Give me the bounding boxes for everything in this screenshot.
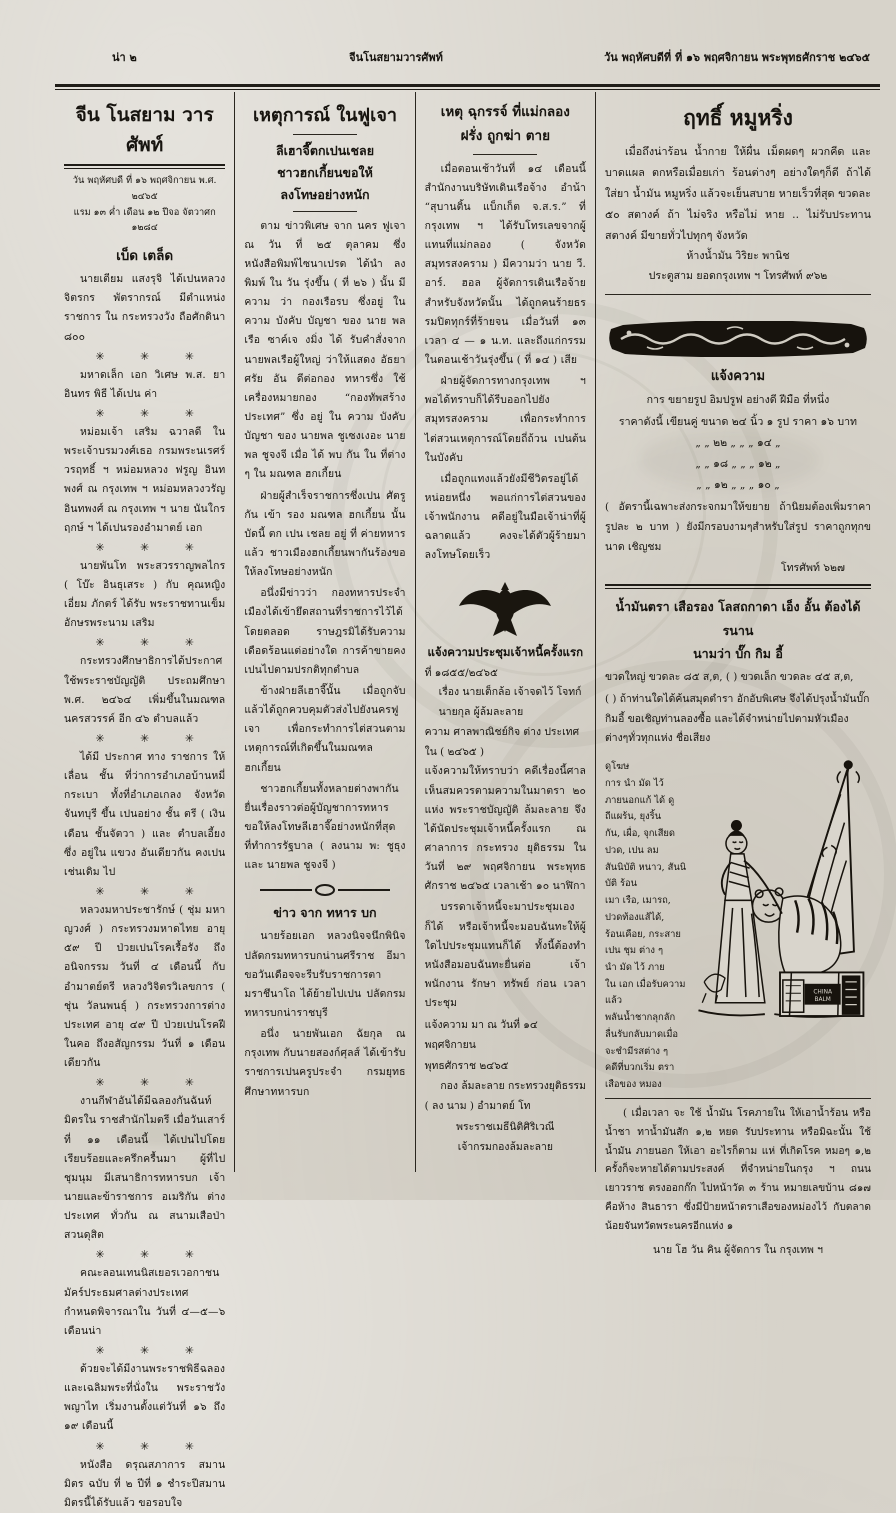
news-item: หลวงมหาประชารักษ์ ( ชุ่ม มหาญวงศ์ ) กระทรวงมหาดไทย อายุ ๕๙ ปี ป่วยเปนโรคเรื้อรัง ถึงอนิจกรรม วันที่ ๔ เดือนนี้ กับอำมาตย์ตรี หลวงวิจิตรวิเลขการ ( ชุ่น วัลนพนธุ์ ) กระทรวงการต่างประเทศ อายุ ๔๙ ปี ป่วยเปนโรคฝีในคอ ถึงอสัญกรรม วันที่ ๑ เดือนเดียวกัน	[64, 903, 226, 1070]
headline-fuzhou: เหตุการณ์ ในฟูเจา	[252, 105, 397, 126]
notice-ref: ที่ ๑๘๕๕/๒๔๖๕	[424, 666, 498, 679]
price-row: „ „ ๑๘ „ „ „ ๑๒ „	[695, 458, 781, 471]
masthead-rule	[64, 164, 225, 169]
side-line: ภายนอกแก้ ได้ ดู	[604, 794, 675, 806]
issue-date-line1: วัน พฤหัศบดี ที่ ๑๖ พฤศจิกายน พ.ศ. ๒๔๖๕	[72, 175, 217, 202]
side-line: จะชำมีรสต่าง ๆ	[604, 1045, 669, 1057]
article-paragraph: ข้างฝ่ายลีเฮาจี๊นั้น เมื่อถูกจับแล้วได้ถูกควบคุมตัวส่งไปยังนครฟูเจา เพื่อกระทำการไต่สวนตามเหตุการณ์ที่เกิดขึ้นในมณฑลฮกเกี้ยน	[244, 685, 406, 774]
notice-signature: ( ลง นาม ) อำมาตย์ โท	[424, 1100, 531, 1113]
headline-maeklong	[425, 100, 586, 149]
subhead-line: ลงโทษอย่างหนัก	[280, 186, 370, 202]
headline-underline	[293, 134, 357, 135]
columns	[55, 92, 880, 1509]
masthead: จีน โนสยาม วารศัพท์	[75, 104, 214, 156]
separator-stars: ✳ ✳ ✳	[95, 884, 210, 898]
side-line: พลันน้ำชากลุกลัก	[604, 1012, 676, 1024]
side-line: เมา เรือ, เมารถ,	[604, 895, 671, 907]
separator-stars: ✳ ✳ ✳	[95, 636, 210, 650]
side-line: เปน ชุม ต่าง ๆ	[604, 945, 663, 957]
ad-side-text	[605, 753, 689, 1094]
side-line: กัน, เผื่อ, จุกเสียด	[604, 828, 675, 840]
side-line: ใน เอก เมื่อรับความแล้ว	[604, 978, 686, 1007]
article-paragraph: อนึ่งมีข่าวว่า กองทหารประจำเมืองได้เข้ายึดสถานที่ราชการไว้ได้โดยตลอด ราษฎรมิได้รับความเดือดร้อนแต่อย่างใด การค้าขายคงเปนไปตามปรกติทุกตำบล	[244, 587, 406, 676]
news-item: ด้วยจะได้มีงานพระราชพิธีฉลองและเฉลิมพระที่นั่งใน พระราชวังพญาไท เริ่มงานตั้งแต่วันที่ ๑๖ ถึง ๑๙ เดือนนี้	[64, 1362, 226, 1433]
separator-stars: ✳ ✳ ✳	[95, 1439, 210, 1453]
divider-rule	[605, 584, 871, 589]
ad-tiger-oil-title	[605, 595, 871, 666]
article-paragraph: นายร้อยเอก หลวงนิจจนึกพินิจ ปลัดกรมทหารบกน่านศรีราช อีมา ขอวันเดือจจะรีบรับราชการตามราชึนาโถ ได้ย้ายไปเปน ปลัดกรมทหารบกน่าราชบุรี	[244, 930, 406, 1019]
side-line: คดีที่บวกเริ่ม ตรา	[604, 1062, 675, 1074]
article-paragraph: อนึ่ง นายพันเอก ฉัยกุล ณ กรุงเทพ กับนายสองก์ศุลส์ ได้เข้ารับราชการเปนครูประจำ กรมยุทธศึกษาทหารบก	[244, 1028, 406, 1098]
divider-rule	[605, 294, 871, 295]
news-item: กระทรวงศึกษาธิการได้ประกาศใช้พระราชบัญญัติ ประถมศึกษา พ.ศ. ๒๔๖๔ เพิ่มขึ้นในมณฑล นครสวรรค์ อีก ๔๖ ตำบลแล้ว	[64, 655, 226, 725]
headline-line2: ฝรั่ง ถูกฆ่า ตาย	[460, 128, 550, 145]
side-line: ร้อนเคือย, กระสาย	[604, 928, 681, 940]
notice-dept: กอง ล้มละลาย กระทรวงยุติธรรม	[440, 1080, 586, 1093]
separator-stars: ✳ ✳ ✳	[95, 1248, 210, 1262]
column-1	[55, 92, 235, 1509]
page-number: น่า ๒	[112, 51, 137, 64]
separator-stars: ✳ ✳ ✳	[95, 407, 210, 421]
article-paragraph: เมื่อถูกแทงแล้วยังมีชีวิตรอยู่ได้หน่อยหนึ่ง พอแก่การไต่สวนของเจ้าพนักงาน คดีอยู่ในมือเจ้าน่าที่ผู้ฉลาดแล้ว คงจะได้ตัวผู้ร้ายมาลงโทษโดยเร็ว	[424, 472, 586, 562]
announcement-phone: โทรศัพท์ ๖๒๗	[780, 561, 845, 574]
notice-body: แจ้งความให้ทราบว่า คดีเรื่องนี้ศาลเห็นสมควรตามความในมาตรา ๒๐ แห่ง พระราชบัญญัติ ล้มละลาย จึงได้นัดประชุมเจ้าหนี้ครั้งแรก ณ ศาลาการ กระทรวง ยุติธรรม ใน วันที่ ๒๙ พฤศจิกายน พระพุทธศักราช ๒๔๖๕ เวลาเช้า ๑๐ นาฬิกา	[424, 765, 586, 893]
ad-tiger-oil-title-line1: น้ำมันตรา เสือรอง โลสถกาดา เอ็ง อั้น ต้องได้รนาน	[615, 598, 861, 638]
news-item: มหาดเล็ก เอก วิเศษ พ.ส. ยา อินทร พิธี ได้เปน ค่า	[64, 368, 226, 400]
news-item: หนังสือ ดรุณสภาการ สมานมิตร ฉบับ ที่ ๒ ปีที่ ๑ ชำระปีสมานมิตรนี้ได้รับแล้ว ขอรอบใจ	[64, 1458, 226, 1509]
ad-illustration-block	[605, 753, 871, 1094]
tiger-balm-illustration	[689, 753, 871, 1025]
side-line: ปวด, เปน ลม	[604, 844, 659, 856]
separator-stars: ✳ ✳ ✳	[95, 540, 210, 554]
notice-body: บรรดาเจ้าหนี้จะมาประชุมเองก็ได้ หรือเจ้าหนี้จะมอบฉันทะให้ผู้ใดไปประชุมแทนก็ได้ ทั้งนี้ต้องทำหนังสือมอบฉันทะยื่นต่อ เจ้าพนักงาน รักษา ทรัพย์ ก่อน เวลา ประชุม	[424, 901, 586, 1010]
side-line: ปวดท้องแส้ได้,	[604, 911, 665, 923]
ad-tiger-oil-body: ( ) ถ้าท่านใดได้ค้นสมุดตำรา อักอับพิเศษ จึงได้ปรุงน้ำมันบั๊กกิมอี้ ขอเชิญท่านลองซื้อ และได้จำหน่ายไปตามหัวเมืองต่างๆทั่วทุกแห่ง ชื่อเสียง	[604, 692, 870, 745]
divider-rule	[605, 1098, 871, 1099]
ad-tiger-oil-footer: ( เมื่อเวลา จะ ใช้ น้ำมัน โรคภายใน ให้เอาน้ำร้อน หรือน้ำชา ทาน้ำมันสัก ๑,๒ หยด รับประทาน หรือมิฉะนั้น ใช้ น้ำมัน ภายนอก ให้เอา อะไรก็ตาม แห่ ที่เกิดโรค หมอๆ ๑,๒ ครั้งก็จะหายได้ตามประสงค์ ที่จำหน่ายในกรุง ฯ ถนนเยาวราช ตรงออกก๊ก ไปหน้าวัด ๓ ร้าน หมายเลขบ้าน ๘๑๗ คือห้าง สินธารา ซึ่งมีป้ายหน้าตราเสือของหม่องไว้ กับตลาดน้อยจันทวัดพระนครอีกแห่ง ๑	[604, 1107, 871, 1233]
side-line: ดูโฆษ	[604, 761, 630, 773]
subhead-line: ชาวฮกเกี้ยนขอให้	[277, 164, 373, 180]
price-row: „ „ ๑๒ „ „ „ ๑๐ „	[696, 479, 780, 492]
subsection-army-news: ข่าว จาก ทหาร บก	[273, 905, 377, 921]
issue-date-line2: แรม ๑๓ ค่ำ เดือน ๑๒ ปีจอ จัตวาศก ๑๒๘๔	[73, 206, 216, 234]
notice-dateline: แจ้งความ มา ณ วันที่ ๑๔ พฤศจิกายน	[424, 1019, 538, 1052]
header-rule	[55, 84, 880, 90]
subhead-line: ลีเฮาจี๊ตกเปนเชลย	[275, 143, 375, 158]
article-paragraph: ชาวฮกเกี้ยนทั้งหลายต่างพากันยื่นเรื่องราวต่อผู้บัญชาการทหาร ขอให้ลงโทษลีเฮาจี๊อย่างหนักที่สุด ที่ทำการรัฐบาล ( ลงนาม พ: ชูธุง และ นายพล ชูจงจี )	[244, 782, 406, 872]
article-paragraph: เมื่อตอนเช้าวันที่ ๑๔ เดือนนี้ สำนักงานบริษัทเดินเรือจ้าง อำน้า “สุบานติ้น แบ็กเก็ต จ.ส.ร.” ที่กรุงเทพ ฯ ได้รับโทรเลขจากผู้แทนที่แม่กลอง ( จังหวัด สมุทรสงคราม ) มีความว่า นาย วี. อาร์. ฮอล ผู้จัดการเดินเรือจ้าย สำหรับจังหวัดนั้น ได้ถูกคนร้ายธรรมปิตทุกร์ที่ร้ายจน เมื่อวันที่ ๑๓ เวลา ๔ — ๑ น.ท. และถึงแก่กรรมในตอนเช้าวันรุ่งขึ้น ( ที่ ๑๔ ) เสีย	[424, 162, 586, 366]
ad-badger-balm-body: เมื่อถึงน่าร้อน น้ำกาย ให้ผื่น เม็ดผดๆ ผวกคีด และ บาดแผล ตกหรือเมื่อยเก่า ร้อนต่างๆ อย่างใดๆก็ดี ถ้าได้ใส่ยา น้ำมัน หมูหริ่ง แล้วจะเย็นสบาย หายเร็วที่สุด ขวดละ ๕๐ สตางค์ ถ้า ไม่จริง หรือไม่ หาย .. ไม่รับประทานสตางค์ มีขายทั่วไปทุกๆ จังหวัด	[604, 145, 871, 243]
ad-shop-address: ประตูสาม ยอดกรุงเทพ ฯ โทรศัพท์ ๙๖๒	[648, 270, 828, 283]
ornate-banner	[607, 321, 869, 357]
notice-signature: พระราชเมธีนิติศิริเวณี	[456, 1120, 555, 1133]
article-paragraph: ตาม ข่าวพิเศษ จาก นคร ฟูเจา ณ วัน ที่ ๒๕ ตุลาคม ซึ่ง หนังสือพิมพ์ไซนาเปรด ได้นำ ลง พิมพ์ ใน วัน รุ่งขึ้น ( ที่ ๒๖ ) นั้น มี ความ ว่า กองเรือรบ ซึ่งอยู่ ใน ความ บังคับ บัญชา ของ นาย พล เรือ ซาค์เจ งมิ่ง ได้ รับคำสั่งจาก นายพลเรือผู้ใหญ่ ว่าให้แสดง อัธยาศรัย อัน ดีต่อกอง ทหารซึ่ง ใช้ เครื่องหมายกอง “กองทัพสร้างประเทศ” ซึ่ง อยู่ ใน ความ บังคับ บัญชา ของ นายพล ชูเซงเงอะ นาย พล ชูจงจี เมื่อ ได้ พบ กัน ใน ที่ต่าง ๆ ใน มณฑล ฮกเกี้ยน	[244, 219, 406, 481]
side-line: สันนิบัติ หนาว, สันนิบัติ ร้อน	[604, 861, 687, 890]
news-item: นายพันโท พระสวรราญพลไกร ( โบ๊ะ อินธุเสระ ) กับ คุณหญิง เอี่ยม ภักตร์ ได้รับ พระราชทานเข็ม อักษรพระนาม เสริม	[64, 559, 226, 630]
notice-title: แจ้งความประชุมเจ้าหนี้ครั้งแรก	[427, 644, 584, 659]
running-head	[62, 48, 870, 66]
article-paragraph: ฝ่ายผู้จัดการทางกรุงเทพ ฯ พอได้ทราบก็ได้รีบออกไปยังสมุทรสงคราม เพื่อกระทำการไต่สวนเหตุการณ์โดยถี่ถ้วน เปนต้นในบังคับ	[424, 375, 586, 464]
separator-stars: ✳ ✳ ✳	[95, 1343, 210, 1357]
ad-tiger-oil-signature: นาย โฮ วัน คิน ผู้จัดการ ใน กรุงเทพ ฯ	[653, 1243, 823, 1256]
column-4-advertisements	[596, 92, 880, 1256]
column-3	[416, 92, 596, 1172]
headline-underline	[473, 154, 537, 155]
side-line: เสือของ หมอง	[604, 1079, 662, 1091]
price-row: ราคาดังนี้ เขียนคู่ ขนาด ๒๔ นิ้ว ๑ รูป ราคา ๑๖ บาท	[618, 415, 858, 428]
side-line: ถีแผร้น, ยุงริ้น	[604, 811, 662, 823]
price-row: „ „ ๒๒ „ „ „ ๑๔ „	[695, 436, 781, 449]
notice-dateline2: พุทธศักราช ๒๔๖๕	[424, 1059, 509, 1072]
crate-label: CHINA	[813, 989, 832, 996]
section-title-miscellany: เบ็ด เตล็ด	[116, 248, 174, 265]
announcement-note: ( อัตรานี้เฉพาะส่งกระจกมาให้ขยาย ถ้านิยมต้องเพิ่มราคา รูปละ ๒ บาท ) ยังมีกรอบงามๆสำหรับใส่รูป ราคาถูกทุกขนาด เชิญชม	[604, 501, 871, 553]
side-line: การ นำ มัด ไว้	[604, 777, 664, 789]
ornament-divider	[260, 883, 390, 897]
separator-stars: ✳ ✳ ✳	[95, 732, 210, 745]
subhead-underline	[293, 211, 357, 212]
article-paragraph: ฝ่ายผู้สำเร็จราชการซึ่งเปน ศัตรู กัน เข้า รอง มณฑล ฮกเกี้ยน นั้น บัดนี้ ตก เปน เชลย อยู่ ที่ ค่ายทหารแล้ว ชาวเมืองฮกเกี้ยนพากันร้องขอให้ลงโทษอย่างหนัก	[244, 489, 406, 579]
garuda-emblem-icon	[457, 580, 553, 638]
ad-tiger-oil-title-line2: นามว่า บั๊ก กิม อี้	[693, 646, 783, 662]
announcement-intro: การ ขยายรูป อิมปรูฟ อย่างดี ฝีมือ ที่หนึ่ง	[646, 394, 830, 407]
notice-party: เรื่อง นายเต็กล้อ เจ้าจดไว้ โจทก์	[438, 686, 582, 699]
news-item: หม่อมเจ้า เสริม ฉวาลดี ใน พระเจ้าบรมวงศ์เธอ กรมพระนเรศร์ วรฤทธิ์ ฯ หม่อมหลวง ฟรูญ อินทพงศ์ ณ กรุงเทพ ฯ หม่อมหลวงวรัญอินทพงศ์ ณ กรุงเทพ ฯ นาย นันใกร ฤกษ์ ฯ ได้เปนรองอำมาตย์ เอก	[64, 426, 226, 534]
announcement-title: แจ้งความ	[710, 369, 766, 385]
column-2	[235, 92, 415, 1172]
svg-text:BALM: BALM	[814, 997, 831, 1004]
ad-tiger-oil-price: ขวดใหญ่ ขวดละ ๘๕ ส,ต, ( ) ขวดเล็ก ขวดละ ๔๕ ส,ต,	[604, 671, 854, 684]
ad-shop-name: ห้างน้ำมัน วิริยะ พานิช	[686, 250, 790, 263]
notice-party: นายกุล ผู้ล้มละลาย	[438, 706, 524, 719]
news-item: ได้มี ประกาศ ทาง ราชการ ให้ เลื่อน ชั้น ที่ว่าการอำเภอบ้านหมี่ กระเบา ทั้งที่อำเภอเกลง จังหวัด จันทบุรี ขึ้น เปนอย่าง ชั้น ตรี ( เงินเดือน ชั้นจัตวา ) และ ตำบลเอี้ยง ซึ่ง อยู่ใน แขวง อันเดียวกัน คงเปน เช่นเดิม ไป	[64, 751, 226, 878]
news-item: คณะลอนเทนนิสเยอรเวอกาชนมัคร์ประธมศาลต่างประเทศ กำหนดพิจารณาใน วันที่ ๔—๕—๖ เดือนน่า	[64, 1267, 226, 1337]
separator-stars: ✳ ✳ ✳	[95, 1076, 210, 1090]
notice-signature: เจ้ากรมกองล้มละลาย	[457, 1140, 553, 1153]
side-line: นำ มัด ไว้ ภาย	[604, 961, 665, 973]
separator-stars: ✳ ✳ ✳	[95, 349, 210, 363]
news-item: งานกีฬาอันได้มีฉลองกันฉันท์มิตรใน ราชสำนักไมตรี เมื่อวันเสาร์ ที่ ๑๑ เดือนนี้ ได้เปนไปโดยเรียบร้อยและครึกครื้นมา ผู้ที่ไป ชุมนุม มีเสนาธิการทหารบก เจ้านายและข้าราชการ อเมริกัน ต่างประเทศ ทั่วกัน ณ สนามเสือป่า สวนดุสิต	[64, 1095, 226, 1242]
side-line: ลื่นรับกลับมาดเมื่อ	[604, 1028, 679, 1040]
paper-name-small: จีนโนสยามวารศัพท์	[349, 51, 443, 64]
news-item: นายเตียม แสงรุจิ ได้เปนหลวง จิตรกร พัตรากรณ์ มีตำแหน่งราชการ ใน กระทรวงวัง ถือศักดินา ๘๐๐	[64, 273, 226, 343]
ad-badger-balm-title: ฤทธิ์ หมูหริ่ง	[683, 105, 793, 130]
notice-court: ความ ศาลพาณิชย์กิจ ต่าง ประเทศใน ( ๒๔๖๕ )	[424, 725, 580, 758]
headline-line1: เหตุ ฉุกรรจ์ ที่แม่กลอง	[440, 104, 570, 120]
running-date: วัน พฤหัศบดีที่ ที่ ๑๖ พฤศจิกายน พระพุทธศักราช ๒๔๖๕	[604, 51, 870, 64]
